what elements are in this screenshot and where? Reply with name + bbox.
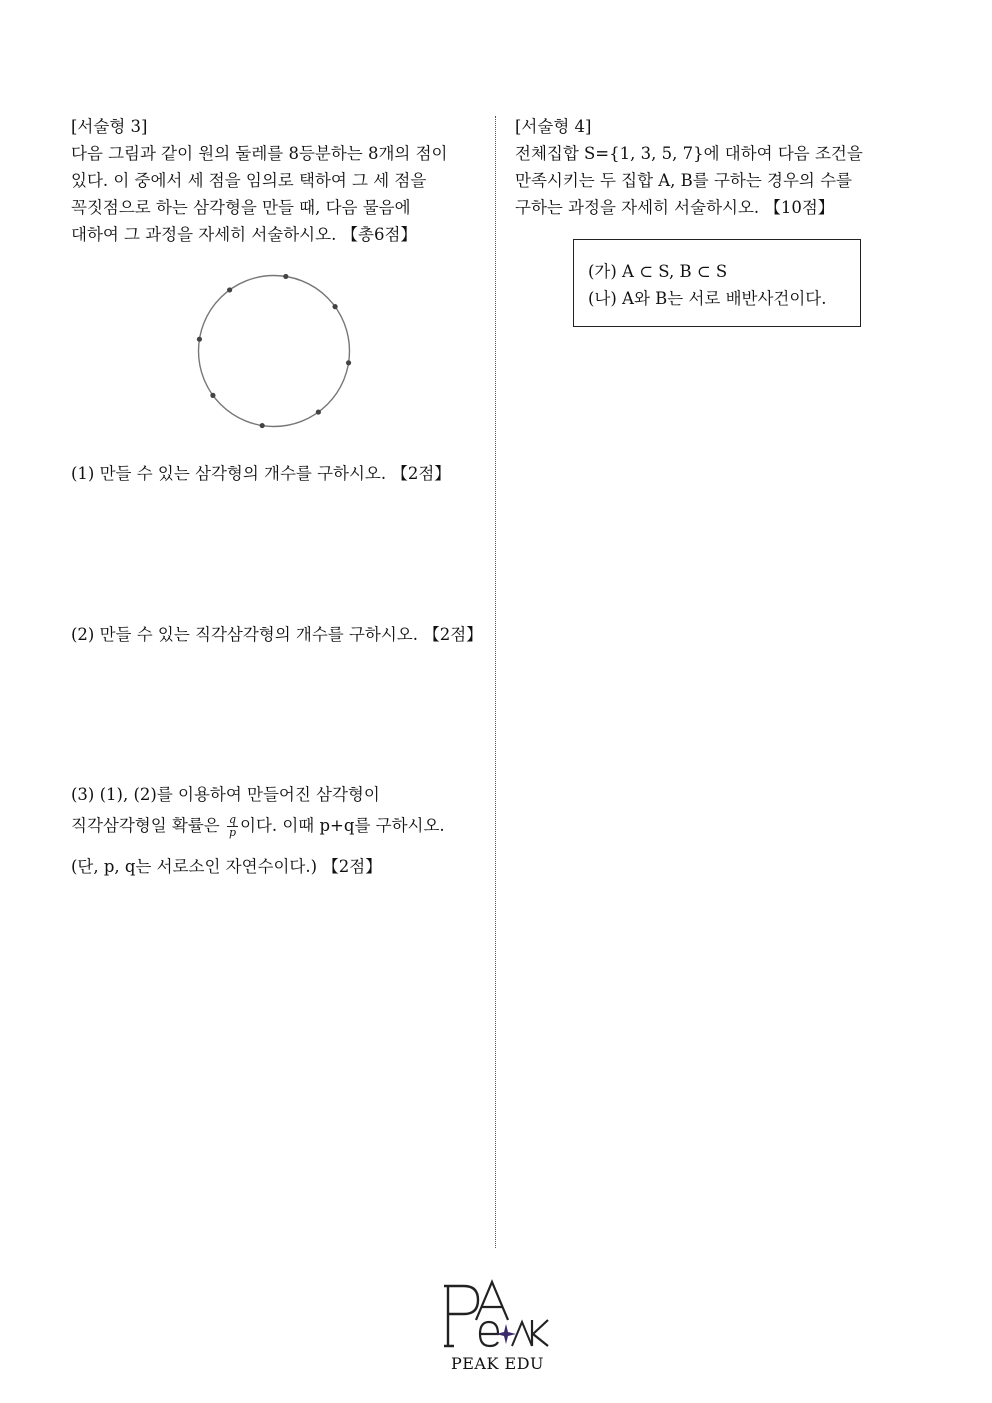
problem-4-header: [서술형 4]	[515, 117, 592, 136]
circle-outline	[199, 276, 350, 427]
question-3-text-a: 직각삼각형일 확률은	[71, 816, 220, 835]
question-3-line-3: (단, p, q는 서로소인 자연수이다.) 【2점】	[71, 857, 382, 876]
circle-figure	[190, 268, 360, 438]
condition-na: (나) A와 B는 서로 배반사건이다.	[588, 289, 827, 308]
question-3-text-b: 이다. 이때 p+q를 구하시오.	[240, 816, 445, 835]
problem-3-text-line-2: 있다. 이 중에서 세 점을 임의로 택하여 그 세 점을	[71, 171, 427, 190]
question-3-line-1: (3) (1), (2)를 이용하여 만들어진 삼각형이	[71, 785, 380, 804]
circle-point	[197, 337, 202, 342]
fraction-numerator: q	[228, 813, 236, 826]
logo-text: PEAK EDU	[450, 1354, 545, 1373]
question-1: (1) 만들 수 있는 삼각형의 개수를 구하시오. 【2점】	[71, 464, 451, 483]
conditions-box	[573, 239, 861, 327]
problem-3-text-line-1: 다음 그림과 같이 원의 둘레를 8등분하는 8개의 점이	[71, 144, 448, 163]
circle-point	[260, 423, 265, 428]
fraction-q-over-p	[227, 814, 238, 839]
problem-3-text-line-3: 꼭짓점으로 하는 삼각형을 만들 때, 다음 물음에	[71, 198, 411, 217]
question-3-line-2	[71, 812, 445, 839]
column-divider	[495, 116, 496, 1248]
question-2: (2) 만들 수 있는 직각삼각형의 개수를 구하시오. 【2점】	[71, 625, 483, 644]
circle-point	[316, 409, 321, 414]
problem-4-text-line-3: 구하는 과정을 자세히 서술하시오. 【10점】	[515, 198, 835, 217]
circle-point	[210, 393, 215, 398]
peak-logo-mark	[440, 1278, 555, 1354]
problem-3-header: [서술형 3]	[71, 117, 148, 136]
peak-logo	[440, 1278, 555, 1378]
circle-point	[332, 304, 337, 309]
problem-4	[515, 113, 915, 221]
problem-4-text-line-1: 전체집합 S={1, 3, 5, 7}에 대하여 다음 조건을	[515, 144, 863, 163]
problem-4-text-line-2: 만족시키는 두 집합 A, B를 구하는 경우의 수를	[515, 171, 852, 190]
circle-point	[227, 287, 232, 292]
circle-point	[346, 360, 351, 365]
problem-3	[71, 113, 481, 248]
fraction-denominator: p	[228, 826, 236, 839]
circle-point	[283, 274, 288, 279]
problem-3-text-line-4: 대하여 그 과정을 자세히 서술하시오. 【총6점】	[71, 225, 417, 244]
condition-ga: (가) A ⊂ S, B ⊂ S	[588, 262, 728, 281]
